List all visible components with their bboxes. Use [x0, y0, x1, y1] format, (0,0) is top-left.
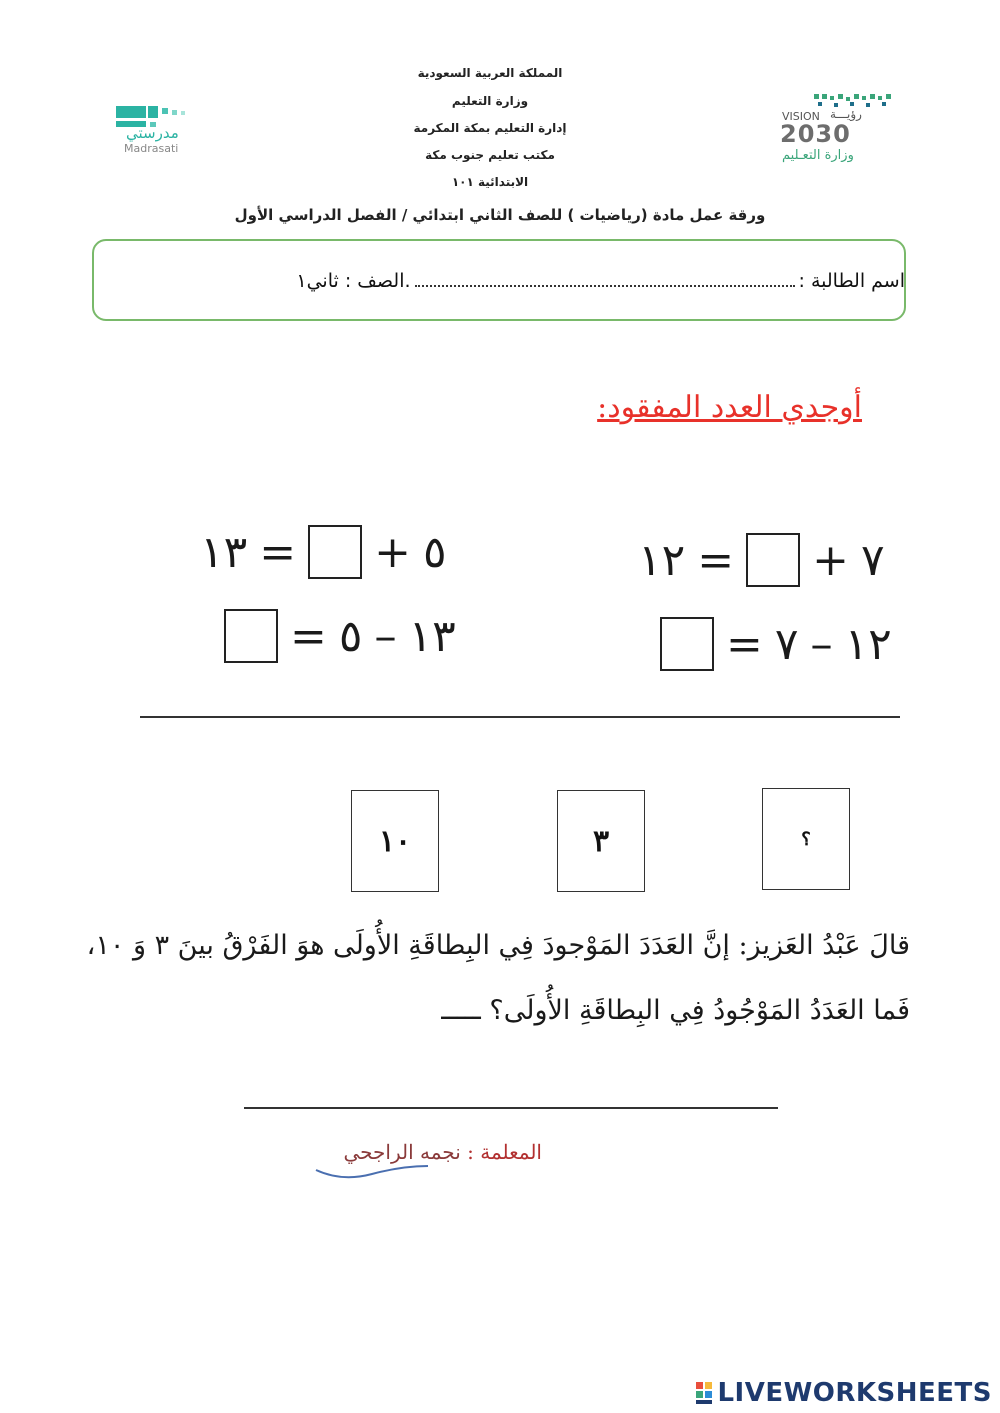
student-name-label: اسم الطالبة : [798, 270, 905, 292]
card-first: ؟ [762, 788, 850, 890]
story-line-2: فَما العَدَدُ المَوْجُودُ فِي البِطاقَةِ الأُولَى؟ ـــــ [441, 995, 910, 1026]
eq-number: ٧ [861, 534, 885, 586]
vision-2030-logo [778, 90, 903, 170]
vision-arabic: رؤيـــة [830, 107, 862, 121]
eq-operator: – [374, 610, 397, 662]
eq-number: ٥ [338, 610, 363, 662]
worksheet-subject: ورقة عمل مادة (رياضيات ) للصف الثاني ابتدائي / الفصل الدراسي الأول [234, 206, 766, 224]
header-ministry: وزارة التعليم [451, 94, 529, 108]
exercise-title: أوجدي العدد المفقود: [597, 390, 862, 425]
madrasati-logo [108, 100, 223, 160]
eq-result: ١٢ [638, 534, 686, 586]
ministry-name: وزارة التعـليم [782, 148, 854, 163]
header-country: المملكة العربية السعودية [417, 66, 563, 80]
equation-right-top [638, 533, 885, 587]
eq-result: ١٣ [200, 526, 248, 578]
madrasati-latin: Madrasati [124, 142, 179, 155]
card-second: ٣ [557, 790, 645, 892]
teacher-label: المعلمة : [467, 1140, 542, 1164]
teacher-name: نجمه الراجحي [343, 1140, 461, 1164]
header-admin: إدارة التعليم بمكة المكرمة [413, 121, 567, 135]
madrasati-arabic: مدرستي [126, 124, 179, 142]
eq-equals: = [259, 526, 297, 578]
header-office: مكتب تعليم جنوب مكة [425, 148, 555, 162]
signature-flourish [312, 1160, 432, 1182]
eq-number: ٥ [423, 526, 447, 578]
answer-line[interactable] [244, 1107, 778, 1109]
equation-right-bottom [660, 617, 892, 671]
eq-equals: = [697, 534, 735, 586]
liveworksheets-watermark: LIVEWORKSHEETS [717, 1378, 992, 1408]
story-line-1: قالَ عَبْدُ العَزيز: إنَّ العَدَدَ المَوْجودَ فِي البِطاقَةِ الأُولَى هوَ الفَرْقُ بينَ ٣ وَ ١٠، [86, 930, 910, 961]
eq-equals: = [726, 618, 763, 670]
answer-box[interactable] [660, 617, 714, 671]
eq-equals: = [290, 610, 327, 662]
section-divider [140, 716, 900, 718]
student-class-label: .الصف : ثاني١ [296, 270, 411, 292]
answer-box[interactable] [224, 609, 278, 663]
answer-box[interactable] [308, 525, 362, 579]
eq-result: ١٢ [844, 618, 892, 670]
eq-result: ١٣ [408, 610, 456, 662]
eq-operator: + [374, 526, 412, 578]
vision-year: 2030 [780, 120, 851, 148]
eq-operator: – [810, 618, 833, 670]
header-school: الابتدائية ١٠١ [451, 175, 529, 189]
eq-operator: + [812, 534, 850, 586]
equation-left-bottom [224, 609, 456, 663]
vision-word: VISION [782, 110, 820, 123]
student-name-field[interactable] [415, 285, 795, 287]
equation-left-top [200, 525, 447, 579]
eq-number: ٧ [774, 618, 799, 670]
card-third: ١٠ [351, 790, 439, 892]
answer-box[interactable] [746, 533, 800, 587]
student-info-line [296, 270, 905, 292]
